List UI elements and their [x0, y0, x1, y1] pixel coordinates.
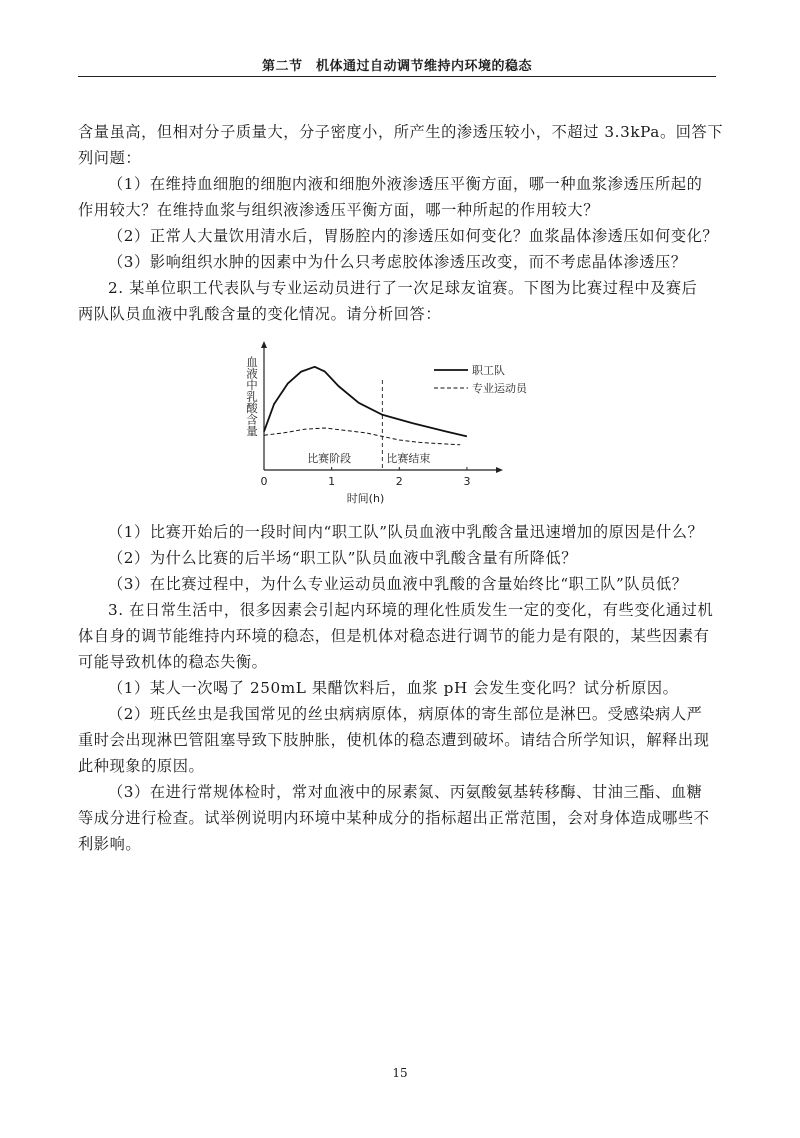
text-line: （2）为什么比赛的后半场“职工队”队员血液中乳酸含量有所降低？	[108, 549, 578, 567]
series-line-staff-team	[264, 367, 467, 437]
text-line: 等成分进行检查。试举例说明内环境中某种成分的指标超出正常范围，会对身体造成哪些不	[78, 809, 710, 827]
x-tick-label: 3	[463, 475, 471, 488]
text-line: （1）比赛开始后的一段时间内“职工队”队员血液中乳酸含量迅速增加的原因是什么？	[108, 523, 704, 541]
series-line-pro-athletes	[264, 428, 460, 445]
text-line: （2）正常人大量饮用清水后，胃肠腔内的渗透压如何变化？血浆晶体渗透压如何变化？	[108, 227, 719, 245]
text-line: 可能导致机体的稳态失衡。	[78, 653, 268, 671]
lactate-chart	[238, 338, 527, 516]
text-line: 含量虽高，但相对分子质量大，分子密度小，所产生的渗透压较小，不超过 3.3kPa。回答下	[78, 123, 724, 141]
text-line: 重时会出现淋巴管阻塞导致下肢肿胀，使机体的稳态遭到破坏。请结合所学知识，解释出现	[78, 731, 710, 749]
phase-label: 比赛结束	[386, 452, 431, 465]
text-line: （2）班氏丝虫是我国常见的丝虫病病原体，病原体的寄生部位是淋巴。受感染病人严	[108, 705, 703, 723]
text-line: 此种现象的原因。	[78, 757, 205, 775]
x-axis-label: 时间(h)	[346, 492, 385, 505]
page-number: 15	[392, 1066, 408, 1080]
text-line: 3. 在日常生活中，很多因素会引起内环境的理化性质发生一定的变化，有些变化通过机	[108, 601, 714, 619]
text-line: 作用较大？在维持血浆与组织液渗透压平衡方面，哪一种所起的作用较大？	[78, 201, 599, 219]
text-line: （3）在进行常规体检时，常对血液中的尿素氮、丙氨酸氨基转移酶、甘油三酯、血糖	[108, 783, 703, 801]
y-axis-arrow	[261, 341, 267, 348]
text-line: （1）在维持血细胞的细胞内液和细胞外液渗透压平衡方面，哪一种血浆渗透压所起的	[108, 175, 703, 193]
text-line: 两队队员血液中乳酸含量的变化情况。请分析回答：	[78, 305, 442, 323]
text-line: 列问题：	[78, 149, 142, 167]
header-divider	[78, 76, 716, 77]
x-tick-label: 1	[328, 475, 336, 488]
text-line: （1）某人一次喝了 250mL 果醋饮料后，血浆 pH 会发生变化吗？试分析原因。	[108, 679, 679, 697]
text-line: 利影响。	[78, 835, 142, 853]
text-line: （3）在比赛过程中，为什么专业运动员血液中乳酸的含量始终比“职工队”队员低？	[108, 575, 688, 593]
text-line: （3）影响组织水肿的因素中为什么只考虑胶体渗透压改变，而不考虑晶体渗透压？	[108, 253, 687, 271]
x-tick-label: 2	[395, 475, 403, 488]
text-line: 体自身的调节能维持内环境的稳态，但是机体对稳态进行调节的能力是有限的，某些因素有	[78, 627, 710, 645]
legend-label: 专业运动员	[472, 382, 527, 395]
y-axis-label: 血液中乳酸含量	[245, 356, 259, 437]
text-line: 2. 某单位职工代表队与专业运动员进行了一次足球友谊赛。下图为比赛过程中及赛后	[108, 279, 698, 297]
phase-label: 比赛阶段	[307, 452, 352, 465]
legend-label: 职工队	[472, 364, 505, 377]
x-axis-arrow	[496, 467, 503, 473]
x-tick-label: 0	[260, 475, 268, 488]
page-header: 第二节 机体通过自动调节维持内环境的稳态	[261, 59, 532, 74]
